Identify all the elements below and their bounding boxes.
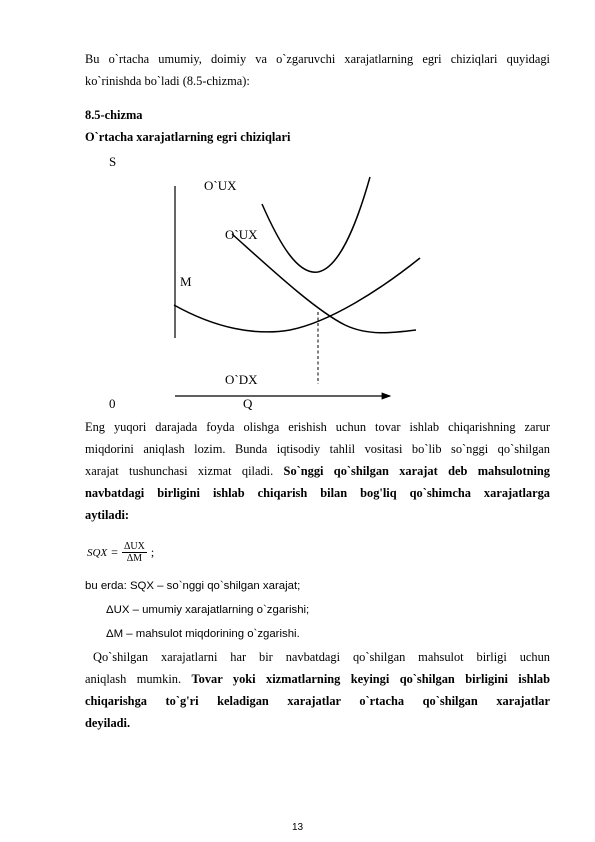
y-axis-label: S xyxy=(109,154,117,169)
origin-label: 0 xyxy=(109,396,116,411)
curve-top-label: O`UX xyxy=(204,178,237,193)
formula-lhs: SQX xyxy=(87,546,108,559)
curve-bottom-label: O`DX xyxy=(225,372,258,387)
formula-denominator: ΔM xyxy=(126,553,143,564)
formula xyxy=(87,541,154,564)
para2-line-3: chiqarishga to`g'ri keladigan xarajatlar o`rtacha qo`shilgan xarajatlar xyxy=(85,694,550,708)
para1-line-4: navbatdagi birligini ishlab chiqarish bilan bog'liq qo`shimcha xarajatlarga xyxy=(85,486,550,500)
definition-delta-ux: ΔUX – umumiy xarajatlarning o`zgarishi; xyxy=(106,604,310,616)
page-number: 13 xyxy=(291,822,304,833)
para1-line-2: miqdorini aniqlash lozim. Bunda iqtisodiy tahlil vositasi bo`lib so`nggi qo`shilgan xyxy=(85,442,550,456)
marginal-curve-label: M xyxy=(180,274,192,289)
para2-line-1: Qo`shilgan xarajatlarni har bir navbatdagi qo`shilgan mahsulot birligi uchun xyxy=(93,650,550,664)
curve-top-u xyxy=(262,177,370,272)
intro-line-1: Bu o`rtacha umumiy, doimiy va o`zgaruvchi xarajatlarning egri chiziqlari quyidagi xyxy=(85,52,550,66)
formula-end: ; xyxy=(150,545,155,559)
para1-line-3-bold: So`nggi qo`shilgan xarajat deb mahsulotning xyxy=(283,464,550,478)
definition-delta-m: ΔM – mahsulot miqdorining o`zgarishi. xyxy=(106,628,300,640)
x-axis-label: Q xyxy=(243,396,253,411)
para1-line-1: Eng yuqori darajada foyda olishga erishish uchun tovar ishlab chiqarishning zarur xyxy=(85,420,550,434)
curve-bottom-u xyxy=(174,258,420,332)
definitions-list xyxy=(85,574,550,646)
para2-line-2-plain: aniqlash mumkin. xyxy=(85,672,192,686)
para2-line-2-bold: Tovar yoki xizmatlarning keyingi qo`shilgan birligini ishlab xyxy=(191,672,550,686)
intro-paragraph xyxy=(85,48,550,92)
para1-line-3-plain: xarajat tushunchasi xizmat qiladi. xyxy=(85,464,284,478)
figure-title: O`rtacha xarajatlarning egri chiziqlari xyxy=(85,130,291,144)
curve-mid-falling xyxy=(232,234,416,333)
formula-numerator: ΔUX xyxy=(123,541,145,552)
cost-curves-figure xyxy=(0,150,595,415)
para1-line-5: aytiladi: xyxy=(85,508,130,522)
intro-line-2: ko`rinishda bo`ladi (8.5-chizma): xyxy=(85,74,250,88)
definition-sqx: bu erda: SQX – so`nggi qo`shilgan xarajat; xyxy=(85,580,301,592)
para1-line-3 xyxy=(85,460,550,482)
figure-number: 8.5-chizma xyxy=(85,108,143,122)
paragraph-marginal-cost xyxy=(85,416,550,526)
formula-fraction xyxy=(122,541,147,564)
para2-line-2 xyxy=(85,668,550,690)
paragraph-average-added-cost xyxy=(85,646,550,734)
formula-eq: = xyxy=(111,545,118,559)
para2-line-4: deyiladi. xyxy=(85,716,131,730)
curve-mid-label: O`UX xyxy=(225,227,258,242)
